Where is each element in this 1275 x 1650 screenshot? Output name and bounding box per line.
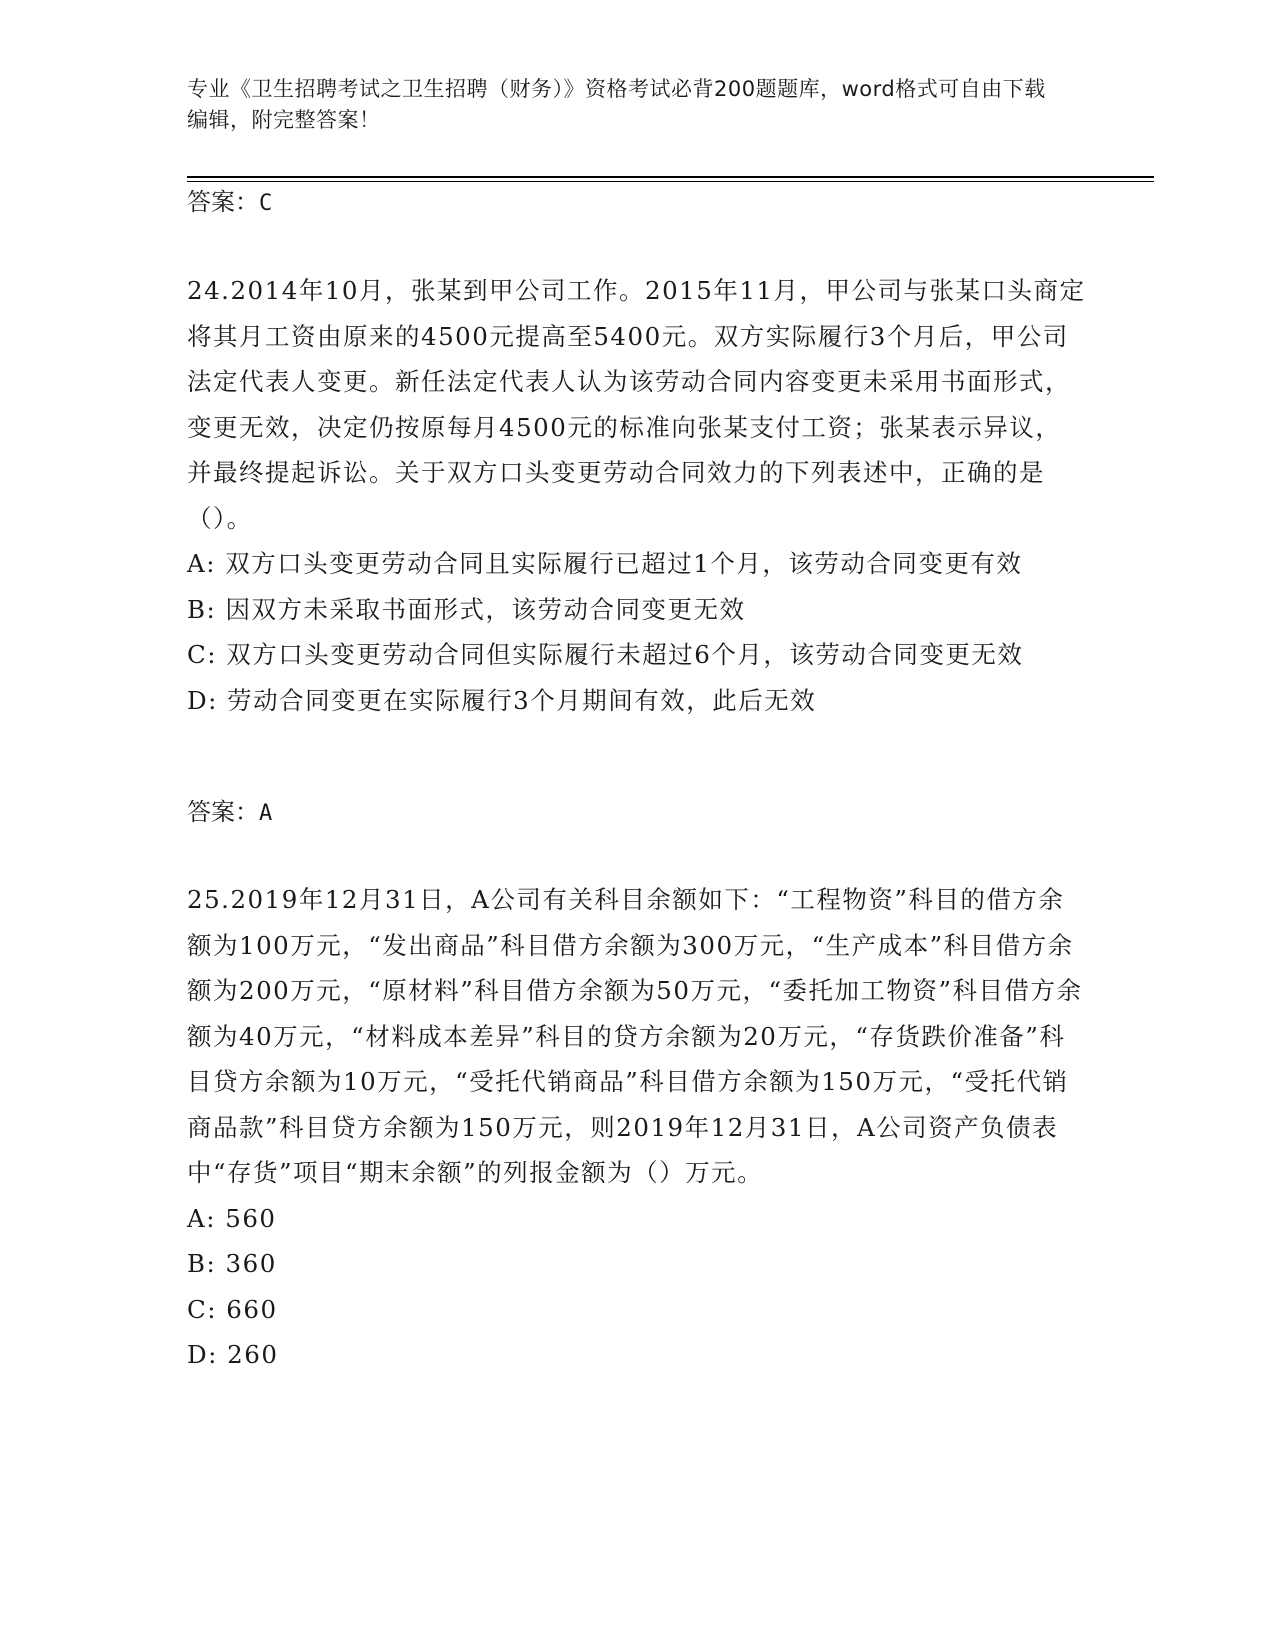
option-b: B: 因双方未采取书面形式，该劳动合同变更无效 bbox=[187, 594, 746, 624]
header-divider-thin bbox=[187, 181, 1154, 182]
question-25 bbox=[187, 877, 1087, 1378]
document-header: 专业《卫生招聘考试之卫生招聘（财务）》资格考试必背200题题库，word格式可自由下载编辑，附完整答案！ bbox=[187, 77, 1046, 132]
option-d: D: 260 bbox=[187, 1340, 279, 1369]
option-d: D: 劳动合同变更在实际履行3个月期间有效，此后无效 bbox=[187, 685, 817, 715]
option-c: C: 660 bbox=[187, 1294, 278, 1324]
option-c: C: 双方口头变更劳动合同但实际履行未超过6个月，该劳动合同变更无效 bbox=[187, 640, 1024, 669]
answer-value: C bbox=[259, 191, 273, 216]
answer-label: 答案： bbox=[187, 188, 259, 216]
option-a: A: 双方口头变更劳动合同且实际履行已超过1个月，该劳动合同变更有效 bbox=[187, 549, 1023, 578]
previous-answer bbox=[187, 186, 272, 220]
option-a: A: 560 bbox=[187, 1203, 277, 1233]
question-24 bbox=[187, 268, 1087, 723]
answer-value: A bbox=[259, 801, 273, 826]
question-stem: 24.2014年10月，张某到甲公司工作。2015年11月，甲公司与张某口头商定将其月工资由原来的4500元提高至5400元。双方实际履行3个月后，甲公司法定代表人变更。新任法定代表人认为该劳动合同内容变更未采用书面形式，变更无效，决定仍按原每月4500元的标准向张某支付工资；张某表示异议，并最终提起诉讼。关于双方口头变更劳动合同效力的下列表述中，正确的是（）。 bbox=[187, 276, 1086, 533]
header-divider-thick bbox=[187, 176, 1154, 178]
option-b: B: 360 bbox=[187, 1249, 277, 1278]
question-stem: 25.2019年12月31日，A公司有关科目余额如下：“工程物资”科目的借方余额为100万元，“发出商品”科目借方余额为300万元，“生产成本”科目借方余额为200万元，“原材料”科目借方余额为50万元，“委托加工物资”科目借方余额为40万元，“材料成本差异”科目的贷方余额为20万元，“存货跌价准备”科目贷方余额为10万元，“受托代销商品”科目借方余额为150万元，“受托代销商品款”科目贷方余额为150万元，则2019年12月31日，A公司资产负债表中“存货”项目“期末余额”的列报金额为（）万元。 bbox=[187, 885, 1083, 1187]
question-24-answer bbox=[187, 796, 272, 830]
answer-label: 答案： bbox=[187, 798, 259, 826]
